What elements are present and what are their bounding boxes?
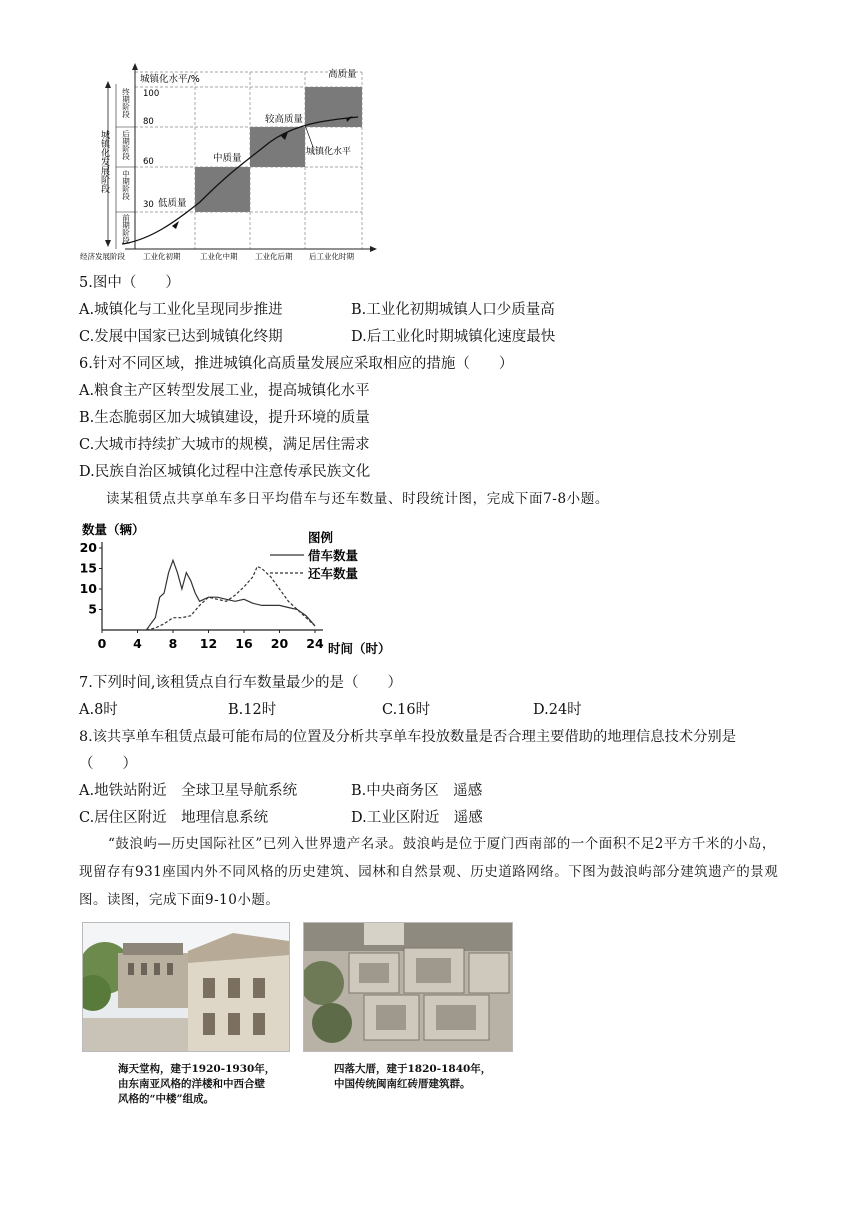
high-quality-block [305,87,362,127]
label-low-quality: 低质量 [158,198,187,209]
q8-option-b[interactable]: B.中央商务区 遥感 [351,783,483,799]
legend-title: 图例 [308,530,334,545]
caption-left-line3: 风格的“中楼”组成。 [118,1093,215,1105]
legend-borrow-label: 借车数量 [308,548,359,563]
x-tick-label: 8 [168,636,178,651]
q8-option-d[interactable]: D.工业区附近 遥感 [351,810,483,826]
q5-option-c[interactable]: C.发展中国家已达到城镇化终期 [79,329,283,345]
econ-post: 后工业化时期 [309,252,354,261]
x-tick-label: 12 [199,636,218,651]
q6-option-c[interactable]: C.大城市持续扩大城市的规模，满足居住需求 [79,437,370,453]
siluodacuo-photo [303,922,513,1052]
label-mid-quality: 中质量 [213,153,242,164]
haitiantanggou-photo [82,922,290,1052]
stage-late: 后期阶段 [121,130,131,160]
chart2-plot [80,540,324,651]
label-curve: 城镇化水平 [306,147,352,157]
caption-left-line1: 海天堂构，建于1920-1930年， [118,1063,276,1075]
chart2-xlabel: 时间（时） [328,641,391,656]
chart1-ylabel: 城镇化水平/% [140,74,200,85]
caption-right-line2: 中国传统闽南红砖厝建筑群。 [334,1078,471,1090]
x-tick-label: 16 [235,636,253,651]
label-high-quality: 高质量 [328,69,357,80]
q5-option-a[interactable]: A.城镇化与工业化呈现同步推进 [79,302,283,318]
label-higher-quality: 较高质量 [265,114,304,125]
q7-stem: 7.下列时间,该租赁点自行车数量最少的是（ ） [79,675,402,691]
econ-early: 工业化初期 [143,252,181,261]
caption-left [118,1062,275,1107]
return-series-line [146,566,315,630]
borrow-series-line [146,560,315,630]
y-tick-label: 15 [80,560,97,576]
caption-left-line2: 由东南亚风格的洋楼和中西合壁 [118,1078,265,1090]
ytick-100: 100 [143,89,160,99]
caption-right-line1: 四落大厝，建于1820-1840年， [334,1063,492,1075]
ytick-30: 30 [143,200,154,210]
q8-option-c[interactable]: C.居住区附近 地理信息系统 [79,810,269,826]
q6-option-d[interactable]: D.民族自治区城镇化过程中注意传承民族文化 [79,464,371,480]
mid-quality-block [195,167,250,212]
chart2-ylabel: 数量（辆） [82,522,145,537]
econ-axis-label: 经济发展阶段 [80,252,125,261]
caption-right [334,1062,491,1092]
intro-9-10: “鼓浪屿—历史国际社区”已列入世界遗产名录。鼓浪屿是位于厦门西南部的一个面积不足2平方千米的小岛，现留存有931座国内外不同风格的历史建筑、园林和自然景观、历史道路网络。下图为鼓浪屿部分建筑遗产的景观图。读图，完成下面9-10小题。 [79,836,779,908]
q8-paren: （ ） [79,756,137,772]
q8-stem: 8.该共享单车租赁点最可能布局的位置及分析共享单车投放数量是否合理主要借助的地理信息技术分别是 [79,729,736,745]
higher-quality-block [250,127,305,167]
q5-option-d[interactable]: D.后工业化时期城镇化速度最快 [351,329,556,345]
y-tick-label: 20 [80,540,97,555]
econ-middle: 工业化中期 [200,252,238,261]
stage-middle: 中期阶段 [121,170,131,200]
x-tick-label: 4 [133,636,142,651]
urbanization-stage-chart [80,62,380,272]
q5-stem: 5.图中（ ） [79,275,180,291]
intro-7-8: 读某租赁点共享单车多日平均借车与还车数量、时段统计图，完成下面7-8小题。 [106,491,609,507]
q7-option-a[interactable]: A.8时 [79,702,118,718]
stage-early: 前期阶段 [121,214,131,244]
q7-option-b[interactable]: B.12时 [228,702,277,718]
q6-option-b[interactable]: B.生态脆弱区加大城镇建设，提升环境的质量 [79,410,370,426]
x-tick-label: 24 [306,636,324,651]
q6-stem: 6.针对不同区域，推进城镇化高质量发展应采取相应的措施（ ） [79,356,514,372]
q7-option-c[interactable]: C.16时 [382,702,431,718]
stage-end: 终期阶段 [121,88,131,118]
legend-return-label: 还车数量 [308,566,359,581]
stage-axis-label: 城镇化发展阶段 [99,130,109,193]
q8-option-a[interactable]: A.地铁站附近 全球卫星导航系统 [79,783,298,799]
q7-option-d[interactable]: D.24时 [533,702,582,718]
x-tick-label: 0 [97,636,107,651]
q5-option-b[interactable]: B.工业化初期城镇人口少质量高 [351,302,555,318]
q6-option-a[interactable]: A.粮食主产区转型发展工业，提高城镇化水平 [79,383,370,399]
ytick-80: 80 [143,117,154,127]
ytick-60: 60 [143,157,154,167]
bike-rental-chart [80,518,400,663]
x-tick-label: 20 [270,636,289,651]
y-tick-label: 10 [80,581,97,596]
y-tick-label: 5 [88,601,97,617]
low-quality-block [135,212,195,249]
econ-late: 工业化后期 [255,252,293,261]
